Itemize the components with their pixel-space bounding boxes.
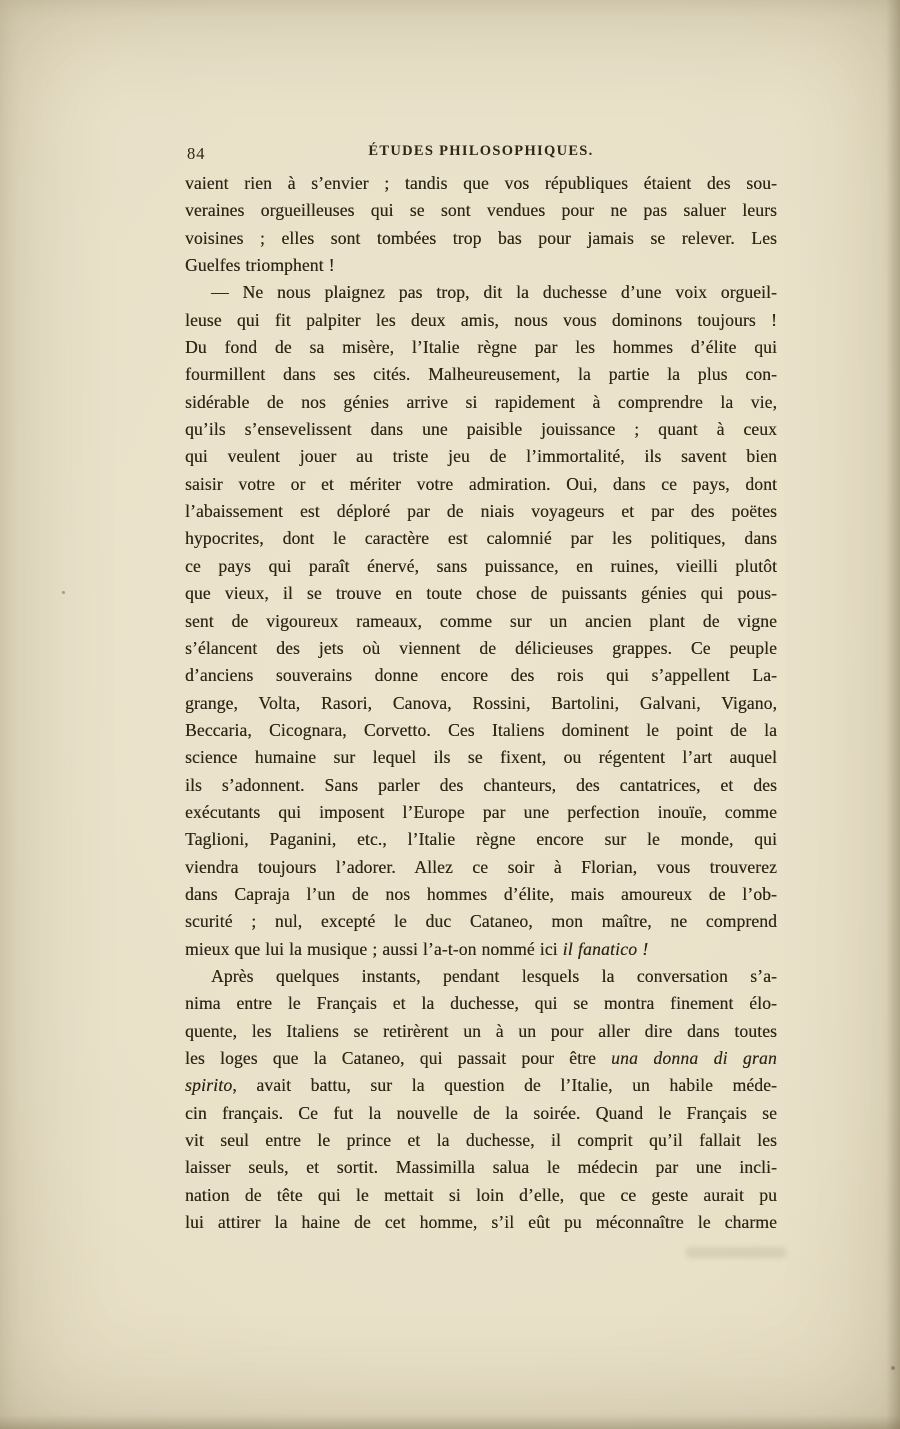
paper-speck <box>62 591 65 594</box>
text-line: grange, Volta, Rasori, Canova, Rossini, Bartolini, Galvani, Vigano, <box>185 692 777 713</box>
text-line: exécutants qui imposent l’Europe par une perfection inouïe, comme <box>185 801 777 822</box>
text-line: Guelfes triomphent ! <box>185 255 335 276</box>
text-line: fourmillent dans ses cités. Malheureusement, la partie la plus con- <box>185 364 777 385</box>
text-line: les loges que la Cataneo, qui passait pour être una donna di gran <box>185 1048 777 1068</box>
text-line: qui veulent jouer au triste jeu de l’immortalité, ils savent bien <box>185 446 777 467</box>
italic-phrase: il fanatico ! <box>562 938 649 959</box>
text-line: cin français. Ce fut la nouvelle de la soirée. Quand le Français se <box>185 1102 777 1123</box>
page-number: 84 <box>187 144 206 163</box>
text-line: quente, les Italiens se retirèrent un à un pour aller dire dans toutes <box>185 1020 777 1041</box>
page-edge-shadow-bottom <box>0 1415 900 1429</box>
text-line: Taglioni, Paganini, etc., l’Italie règne encore sur le monde, qui <box>185 829 777 850</box>
text-line: ce pays qui paraît énervé, sans puissance, en ruines, vieilli plutôt <box>185 555 777 576</box>
page-header <box>185 143 777 165</box>
text-line: viendra toujours l’adorer. Allez ce soir à Florian, vous trouverez <box>185 856 777 877</box>
text-line: science humaine sur lequel ils se fixent, ou régentent l’art auquel <box>185 747 777 768</box>
text-line: Après quelques instants, pendant lesquels la conversation s’a- <box>211 965 777 986</box>
text-line: vaient rien à s’envier ; tandis que vos républiques étaient des sou- <box>185 173 777 193</box>
show-through-mark <box>686 1247 786 1258</box>
text-line: hypocrites, dont le caractère est calomnié par les politiques, dans <box>185 528 777 549</box>
italic-phrase: spirito <box>185 1075 233 1096</box>
text-line: sidérable de nos génies arrive si rapidement à comprendre la vie, <box>185 391 777 412</box>
text-line: Beccaria, Cicognara, Corvetto. Ces Italiens dominent le point de la <box>185 719 777 740</box>
page-edge-shadow-right <box>886 0 900 1429</box>
text-line: laisser seuls, et sortit. Massimilla salua le médecin par une incli- <box>185 1157 777 1178</box>
text-line: nation de tête qui le mettait si loin d’elle, que ce geste aurait pu <box>185 1184 777 1205</box>
text-line: — Ne nous plaignez pas trop, dit la duchesse d’une voix orgueil- <box>211 282 777 303</box>
text-line: ils s’adonnent. Sans parler des chanteurs, des cantatrices, et des <box>185 774 777 795</box>
text-line: qu’ils s’ensevelissent dans une paisible jouissance ; quant à ceux <box>185 419 777 440</box>
text-line: dans Capraja l’un de nos hommes d’élite, mais amoureux de l’ob- <box>185 883 777 904</box>
text-block <box>185 170 777 1236</box>
text-line: vit seul entre le prince et la duchesse, il comprit qu’il fallait les <box>185 1130 777 1151</box>
text-line: scurité ; nul, excepté le duc Cataneo, mon maître, ne comprend <box>185 911 777 932</box>
text-line: Du fond de sa misère, l’Italie règne par les hommes d’élite qui <box>185 337 777 358</box>
text-line: s’élancent des jets où viennent de délicieuses grappes. Ce peuple <box>185 637 777 658</box>
text-line: nima entre le Français et la duchesse, qui se montra finement élo- <box>185 993 777 1014</box>
text-line: d’anciens souverains donne encore des rois qui s’appellent La- <box>185 665 777 686</box>
text-line: spirito, avait battu, sur la question de l’Italie, un habile méde- <box>185 1075 777 1096</box>
text-line: voisines ; elles sont tombées trop bas pour jamais se relever. Les <box>185 227 777 248</box>
text-line: sent de vigoureux rameaux, comme sur un ancien plant de vigne <box>185 610 777 631</box>
italic-phrase: una donna di gran <box>611 1048 777 1068</box>
text-line: lui attirer la haine de cet homme, s’il eût pu méconnaître le charme <box>185 1212 777 1233</box>
text-line: veraines orgueilleuses qui se sont vendues pour ne pas saluer leurs <box>185 200 777 221</box>
text-line: l’abaissement est déploré par de niais voyageurs et par des poëtes <box>185 501 777 522</box>
running-title: ÉTUDES PHILOSOPHIQUES. <box>368 143 594 159</box>
text-line: mieux que lui la musique ; aussi l’a-t-on nommé ici il fanatico ! <box>185 938 649 959</box>
text-line: que vieux, il se trouve en toute chose de puissants génies qui pous- <box>185 583 777 604</box>
text-line: leuse qui fit palpiter les deux amis, nous vous dominons toujours ! <box>185 309 777 330</box>
text-line: saisir votre or et mériter votre admiration. Oui, dans ce pays, dont <box>185 473 777 494</box>
